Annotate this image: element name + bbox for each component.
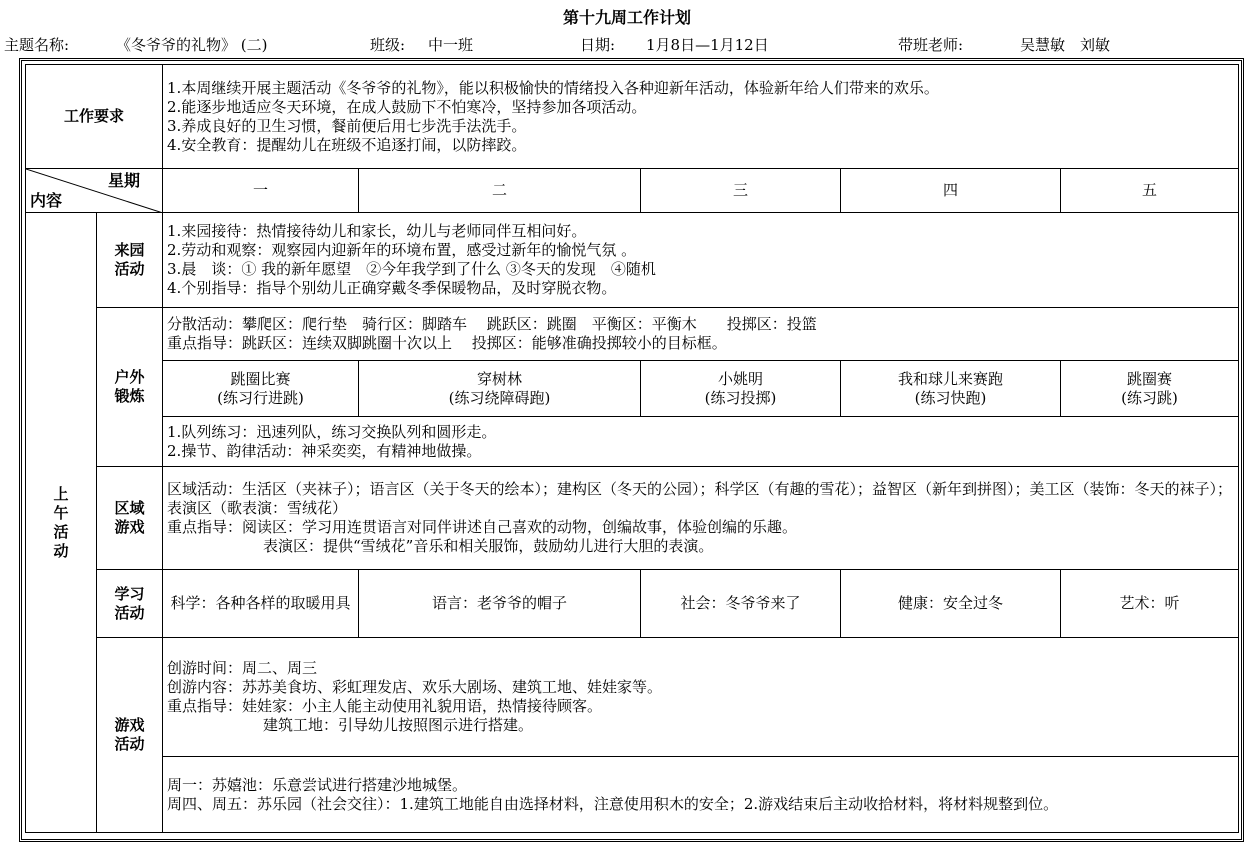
day-header-wed: 三 xyxy=(641,169,841,213)
requirement-item: 3.养成良好的卫生习惯，餐前便后用七步洗手法洗手。 xyxy=(167,116,527,135)
outdoor-game-thu xyxy=(841,361,1061,417)
arrival-item: 2.劳动和观察：观察园内迎新年的环境布置，感受过新年的愉悦气氛 。 xyxy=(167,241,637,259)
play-block-2 xyxy=(163,757,1239,833)
play-line: 建筑工地：引导幼儿按照图示进行搭建。 xyxy=(263,716,534,734)
game-note: (练习绕障碍跑) xyxy=(448,388,551,407)
outdoor-label xyxy=(97,308,163,467)
day-header-mon: 一 xyxy=(163,169,359,213)
class-label: 班级: xyxy=(370,36,406,54)
outdoor-drills xyxy=(163,417,1239,467)
theme-label: 主题名称: xyxy=(4,36,70,54)
area-games-content xyxy=(163,467,1239,570)
lesson-fri: 艺术：听 xyxy=(1061,570,1239,638)
learning-label xyxy=(97,570,163,638)
outdoor-intro xyxy=(163,308,1239,361)
area-activities: 区域活动：生活区（夹袜子）；语言区（关于冬天的绘本）；建构区（冬天的公园）；科学区（有趣的雪花）；益智区（新年到拼图）；美工区（装饰：冬天的袜子）；表演区（歌表演：雪绒花） xyxy=(167,480,1233,517)
play-label xyxy=(97,638,163,833)
area-focus-line: 表演区：提供“雪绒花”音乐和相关服饰，鼓励幼儿进行大胆的表演。 xyxy=(263,537,714,555)
area-games-label-text: 区域游戏 xyxy=(114,499,145,536)
teacher-label: 带班老师: xyxy=(898,36,964,54)
play-line: 创游时间：周二、周三 xyxy=(167,659,318,677)
game-note: (练习跳) xyxy=(1121,388,1178,407)
page-title: 第十九周工作计划 xyxy=(562,8,691,27)
game-name: 小姚明 xyxy=(718,369,764,388)
corner-content-label: 内容 xyxy=(30,191,63,210)
lesson-thu: 健康：安全过冬 xyxy=(841,570,1061,638)
game-note: (练习行进跳) xyxy=(217,388,304,407)
morning-label-char: 活 xyxy=(53,522,69,541)
outdoor-game-wed xyxy=(641,361,841,417)
corner-weekday-label: 星期 xyxy=(108,171,141,190)
day-header-fri: 五 xyxy=(1061,169,1239,213)
day-header-tue: 二 xyxy=(359,169,641,213)
requirement-item: 4.安全教育：提醒幼儿在班级不追逐打闹，以防摔跤。 xyxy=(167,135,527,154)
outdoor-game-tue xyxy=(359,361,641,417)
morning-label-char: 午 xyxy=(53,503,69,522)
theme-value: 《冬爷爷的礼物》 (二) xyxy=(116,36,268,54)
lesson-mon xyxy=(163,570,359,638)
morning-label-char: 动 xyxy=(53,541,69,560)
learning-label-text: 学习活动 xyxy=(114,584,145,622)
play-line: 创游内容：苏苏美食坊、彩虹理发店、欢乐大剧场、建筑工地、娃娃家等。 xyxy=(167,678,663,696)
requirement-item: 2.能逐步地适应冬天环境，在成人鼓励下不怕寒冷，坚持参加各项活动。 xyxy=(167,97,647,116)
day-header-thu: 四 xyxy=(841,169,1061,213)
game-name: 我和球儿来赛跑 xyxy=(898,369,1004,388)
plan-table xyxy=(25,64,1239,833)
arrival-content xyxy=(163,213,1239,308)
play-line: 周四、周五：苏乐园（社会交往）：1.建筑工地能自由选择材料，注意使用积木的安全；2.游戏结束后主动收拾材料，将材料规整到位。 xyxy=(167,794,1059,813)
play-label-text: 游戏活动 xyxy=(114,716,145,753)
morning-label-char: 上 xyxy=(53,484,69,503)
requirement-item: 1.本周继续开展主题活动《冬爷爷的礼物》，能以积极愉快的情绪投入各种迎新年活动，体验新年给人们带来的欢乐。 xyxy=(167,78,939,97)
game-note: (练习投掷) xyxy=(704,388,777,407)
play-block-1 xyxy=(163,638,1239,757)
game-name: 跳圈比赛 xyxy=(230,369,291,388)
outdoor-game-fri xyxy=(1061,361,1239,417)
morning-activities-label xyxy=(26,213,97,833)
arrival-label xyxy=(97,213,163,308)
date-label: 日期: xyxy=(580,36,616,54)
arrival-item: 4.个别指导：指导个别幼儿正确穿戴冬季保暖物品，及时穿脱衣物。 xyxy=(167,279,617,297)
lesson-wed: 社会：冬爷爷来了 xyxy=(641,570,841,638)
game-name: 穿树林 xyxy=(477,369,523,388)
lesson-tue: 语言：老爷爷的帽子 xyxy=(359,570,641,638)
arrival-item: 3.晨 谈：① 我的新年愿望 ②今年我学到了什么 ③冬天的发现 ④随机 xyxy=(167,260,656,278)
lesson-text: 科学：各种各样的取暖用具 xyxy=(170,594,351,612)
play-line: 周一：苏嬉池：乐意尝试进行搭建沙地城堡。 xyxy=(167,775,468,794)
requirements-content xyxy=(163,65,1239,169)
outdoor-intro-line: 重点指导：跳跃区：连续双脚跳圈十次以上 投掷区：能够准确投掷较小的目标框。 xyxy=(167,334,727,352)
teacher-value: 吴慧敏 刘敏 xyxy=(1020,36,1111,54)
arrival-item: 1.来园接待：热情接待幼儿和家长，幼儿与老师同伴互相问好。 xyxy=(167,222,587,240)
outdoor-game-mon xyxy=(163,361,359,417)
date-value: 1月8日—1月12日 xyxy=(646,36,769,54)
outdoor-drill-line: 2.操节、韵律活动：神采奕奕，有精神地做操。 xyxy=(167,441,482,460)
class-value: 中一班 xyxy=(428,36,474,54)
arrival-label-text: 来园活动 xyxy=(114,241,145,278)
outdoor-label-text: 户外锻炼 xyxy=(114,368,145,405)
outdoor-intro-line: 分散活动：攀爬区：爬行垫 骑行区：脚踏车 跳跃区：跳圈 平衡区：平衡木 投掷区：投篮 xyxy=(167,315,817,333)
game-name: 跳圈赛 xyxy=(1127,369,1173,388)
outdoor-drill-line: 1.队列练习：迅速列队，练习交换队列和圆形走。 xyxy=(167,422,497,441)
game-note: (练习快跑) xyxy=(914,388,987,407)
corner-cell xyxy=(26,169,163,213)
area-games-label xyxy=(97,467,163,570)
play-line: 重点指导：娃娃家：小主人能主动使用礼貌用语，热情接待顾客。 xyxy=(167,697,603,715)
area-focus-line: 重点指导：阅读区：学习用连贯语言对同伴讲述自己喜欢的动物，创编故事，体验创编的乐趣。 xyxy=(167,518,798,536)
requirements-label: 工作要求 xyxy=(26,65,163,169)
